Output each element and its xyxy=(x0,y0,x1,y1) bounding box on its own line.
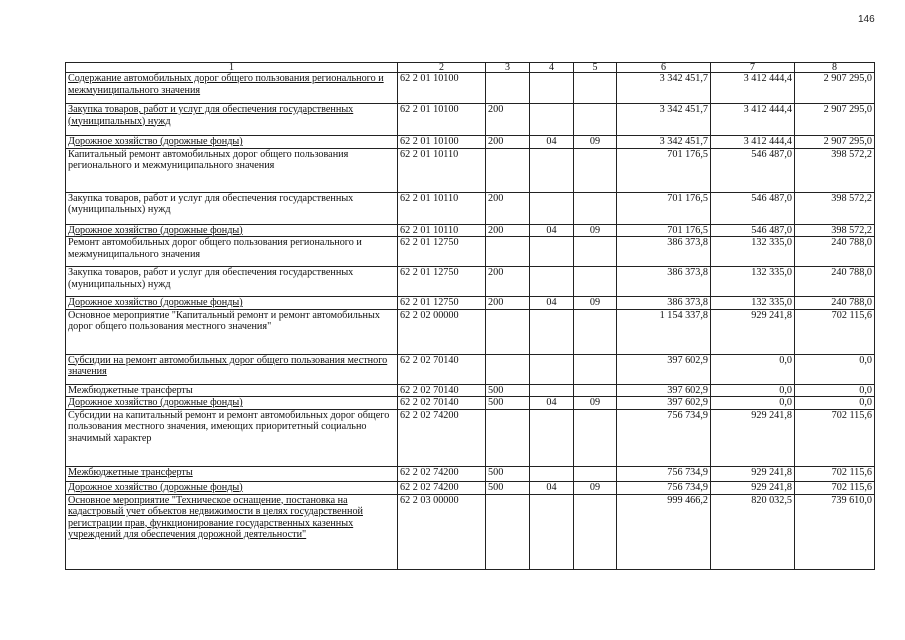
amount-col6: 756 734,9 xyxy=(617,466,711,481)
expense-type xyxy=(486,309,530,354)
subsection-code: 09 xyxy=(574,481,617,494)
csr-code: 62 2 01 10100 xyxy=(398,73,486,104)
page-number: 146 xyxy=(858,14,875,25)
amount-col6: 3 342 451,7 xyxy=(617,136,711,149)
row-name: Субсидии на капитальный ремонт и ремонт автомобильных дорог общего пользования местного значения, имеющих приоритетный социально значимый характер xyxy=(66,409,398,466)
section-code xyxy=(530,237,574,267)
row-name: Дорожное хозяйство (дорожные фонды) xyxy=(66,136,398,149)
table-row xyxy=(66,309,875,354)
amount-col8: 240 788,0 xyxy=(795,237,875,267)
row-name: Дорожное хозяйство (дорожные фонды) xyxy=(66,297,398,310)
expense-type: 200 xyxy=(486,297,530,310)
column-header: 8 xyxy=(795,63,875,73)
expense-type: 200 xyxy=(486,192,530,224)
amount-col8: 2 907 295,0 xyxy=(795,73,875,104)
subsection-code xyxy=(574,267,617,297)
amount-col7: 3 412 444,4 xyxy=(711,73,795,104)
subsection-code xyxy=(574,384,617,397)
table-row xyxy=(66,73,875,104)
subsection-code xyxy=(574,73,617,104)
amount-col8: 398 572,2 xyxy=(795,192,875,224)
row-name: Дорожное хозяйство (дорожные фонды) xyxy=(66,481,398,494)
section-code xyxy=(530,466,574,481)
csr-code: 62 2 01 10110 xyxy=(398,224,486,237)
section-code: 04 xyxy=(530,297,574,310)
amount-col6: 999 466,2 xyxy=(617,494,711,569)
expense-type: 500 xyxy=(486,397,530,410)
csr-code: 62 2 01 10100 xyxy=(398,104,486,136)
row-name: Основное мероприятие "Капитальный ремонт и ремонт автомобильных дорог общего пользования местного значения" xyxy=(66,309,398,354)
subsection-code: 09 xyxy=(574,224,617,237)
amount-col8: 240 788,0 xyxy=(795,267,875,297)
amount-col8: 240 788,0 xyxy=(795,297,875,310)
table-row xyxy=(66,409,875,466)
csr-code: 62 2 01 10110 xyxy=(398,148,486,192)
amount-col6: 386 373,8 xyxy=(617,297,711,310)
table-row xyxy=(66,481,875,494)
table-row xyxy=(66,397,875,410)
subsection-code xyxy=(574,494,617,569)
column-header: 5 xyxy=(574,63,617,73)
section-code: 04 xyxy=(530,224,574,237)
row-name: Дорожное хозяйство (дорожные фонды) xyxy=(66,224,398,237)
expense-type: 500 xyxy=(486,466,530,481)
amount-col7: 929 241,8 xyxy=(711,409,795,466)
amount-col7: 0,0 xyxy=(711,397,795,410)
expense-type xyxy=(486,494,530,569)
amount-col7: 546 487,0 xyxy=(711,192,795,224)
amount-col6: 397 602,9 xyxy=(617,354,711,384)
column-header: 1 xyxy=(66,63,398,73)
amount-col6: 701 176,5 xyxy=(617,192,711,224)
amount-col7: 929 241,8 xyxy=(711,481,795,494)
expense-type xyxy=(486,148,530,192)
csr-code: 62 2 02 74200 xyxy=(398,481,486,494)
row-name: Ремонт автомобильных дорог общего пользования регионального и межмуниципального значения xyxy=(66,237,398,267)
csr-code: 62 2 01 12750 xyxy=(398,297,486,310)
amount-col8: 0,0 xyxy=(795,384,875,397)
amount-col8: 702 115,6 xyxy=(795,466,875,481)
amount-col8: 702 115,6 xyxy=(795,309,875,354)
amount-col6: 3 342 451,7 xyxy=(617,104,711,136)
subsection-code: 09 xyxy=(574,397,617,410)
amount-col6: 386 373,8 xyxy=(617,267,711,297)
expense-type xyxy=(486,237,530,267)
amount-col7: 132 335,0 xyxy=(711,237,795,267)
row-name: Закупка товаров, работ и услуг для обеспечения государственных (муниципальных) нужд xyxy=(66,104,398,136)
section-code xyxy=(530,104,574,136)
csr-code: 62 2 02 00000 xyxy=(398,309,486,354)
amount-col6: 3 342 451,7 xyxy=(617,73,711,104)
csr-code: 62 2 01 12750 xyxy=(398,237,486,267)
table-row xyxy=(66,104,875,136)
section-code: 04 xyxy=(530,481,574,494)
table-row xyxy=(66,237,875,267)
expense-type xyxy=(486,354,530,384)
row-name: Содержание автомобильных дорог общего пользования регионального и межмуниципального значения xyxy=(66,73,398,104)
section-code xyxy=(530,267,574,297)
subsection-code xyxy=(574,192,617,224)
amount-col7: 546 487,0 xyxy=(711,148,795,192)
amount-col6: 756 734,9 xyxy=(617,481,711,494)
column-header: 4 xyxy=(530,63,574,73)
subsection-code: 09 xyxy=(574,297,617,310)
amount-col7: 0,0 xyxy=(711,384,795,397)
section-code xyxy=(530,494,574,569)
amount-col8: 2 907 295,0 xyxy=(795,104,875,136)
table-row xyxy=(66,354,875,384)
table-row xyxy=(66,494,875,569)
subsection-code xyxy=(574,409,617,466)
subsection-code xyxy=(574,237,617,267)
table-row xyxy=(66,224,875,237)
amount-col7: 546 487,0 xyxy=(711,224,795,237)
amount-col8: 739 610,0 xyxy=(795,494,875,569)
subsection-code xyxy=(574,148,617,192)
subsection-code xyxy=(574,466,617,481)
table-body xyxy=(66,63,875,570)
subsection-code xyxy=(574,354,617,384)
amount-col8: 702 115,6 xyxy=(795,409,875,466)
amount-col7: 132 335,0 xyxy=(711,297,795,310)
table-row xyxy=(66,297,875,310)
subsection-code: 09 xyxy=(574,136,617,149)
row-name: Межбюджетные трансферты xyxy=(66,466,398,481)
table-row xyxy=(66,148,875,192)
column-header: 7 xyxy=(711,63,795,73)
row-name: Дорожное хозяйство (дорожные фонды) xyxy=(66,397,398,410)
amount-col8: 398 572,2 xyxy=(795,148,875,192)
table-row xyxy=(66,192,875,224)
column-header: 6 xyxy=(617,63,711,73)
table-row xyxy=(66,136,875,149)
amount-col6: 701 176,5 xyxy=(617,224,711,237)
row-name: Основное мероприятие "Техническое оснащение, постановка на кадастровый учет объектов недвижимости в целях государственной регистрации прав, функционирование государственных казенных учреждений для обеспечения дорожной деятельности" xyxy=(66,494,398,569)
section-code xyxy=(530,148,574,192)
csr-code: 62 2 02 70140 xyxy=(398,384,486,397)
subsection-code xyxy=(574,309,617,354)
expense-type xyxy=(486,409,530,466)
amount-col6: 701 176,5 xyxy=(617,148,711,192)
table-row xyxy=(66,384,875,397)
amount-col7: 929 241,8 xyxy=(711,309,795,354)
expense-type xyxy=(486,73,530,104)
amount-col6: 397 602,9 xyxy=(617,384,711,397)
subsection-code xyxy=(574,104,617,136)
amount-col6: 756 734,9 xyxy=(617,409,711,466)
section-code: 04 xyxy=(530,136,574,149)
amount-col7: 3 412 444,4 xyxy=(711,104,795,136)
section-code xyxy=(530,354,574,384)
csr-code: 62 2 01 10110 xyxy=(398,192,486,224)
section-code xyxy=(530,309,574,354)
amount-col7: 820 032,5 xyxy=(711,494,795,569)
column-number-row xyxy=(66,63,875,73)
amount-col8: 702 115,6 xyxy=(795,481,875,494)
expense-type: 500 xyxy=(486,481,530,494)
csr-code: 62 2 01 10100 xyxy=(398,136,486,149)
amount-col6: 397 602,9 xyxy=(617,397,711,410)
csr-code: 62 2 02 74200 xyxy=(398,466,486,481)
section-code xyxy=(530,409,574,466)
budget-table xyxy=(65,62,875,570)
csr-code: 62 2 02 70140 xyxy=(398,354,486,384)
amount-col7: 929 241,8 xyxy=(711,466,795,481)
row-name: Закупка товаров, работ и услуг для обеспечения государственных (муниципальных) нужд xyxy=(66,267,398,297)
section-code xyxy=(530,384,574,397)
column-header: 3 xyxy=(486,63,530,73)
expense-type: 200 xyxy=(486,104,530,136)
row-name: Капитальный ремонт автомобильных дорог общего пользования регионального и межмуниципального значения xyxy=(66,148,398,192)
amount-col6: 1 154 337,8 xyxy=(617,309,711,354)
row-name: Субсидии на ремонт автомобильных дорог общего пользования местного значения xyxy=(66,354,398,384)
expense-type: 200 xyxy=(486,136,530,149)
expense-type: 200 xyxy=(486,267,530,297)
table-row xyxy=(66,267,875,297)
amount-col8: 0,0 xyxy=(795,397,875,410)
row-name: Закупка товаров, работ и услуг для обеспечения государственных (муниципальных) нужд xyxy=(66,192,398,224)
table-row xyxy=(66,466,875,481)
amount-col6: 386 373,8 xyxy=(617,237,711,267)
amount-col8: 398 572,2 xyxy=(795,224,875,237)
amount-col7: 3 412 444,4 xyxy=(711,136,795,149)
amount-col7: 0,0 xyxy=(711,354,795,384)
section-code xyxy=(530,192,574,224)
csr-code: 62 2 02 70140 xyxy=(398,397,486,410)
expense-type: 200 xyxy=(486,224,530,237)
section-code xyxy=(530,73,574,104)
row-name: Межбюджетные трансферты xyxy=(66,384,398,397)
csr-code: 62 2 01 12750 xyxy=(398,267,486,297)
amount-col8: 2 907 295,0 xyxy=(795,136,875,149)
amount-col7: 132 335,0 xyxy=(711,267,795,297)
column-header: 2 xyxy=(398,63,486,73)
section-code: 04 xyxy=(530,397,574,410)
csr-code: 62 2 03 00000 xyxy=(398,494,486,569)
expense-type: 500 xyxy=(486,384,530,397)
csr-code: 62 2 02 74200 xyxy=(398,409,486,466)
amount-col8: 0,0 xyxy=(795,354,875,384)
